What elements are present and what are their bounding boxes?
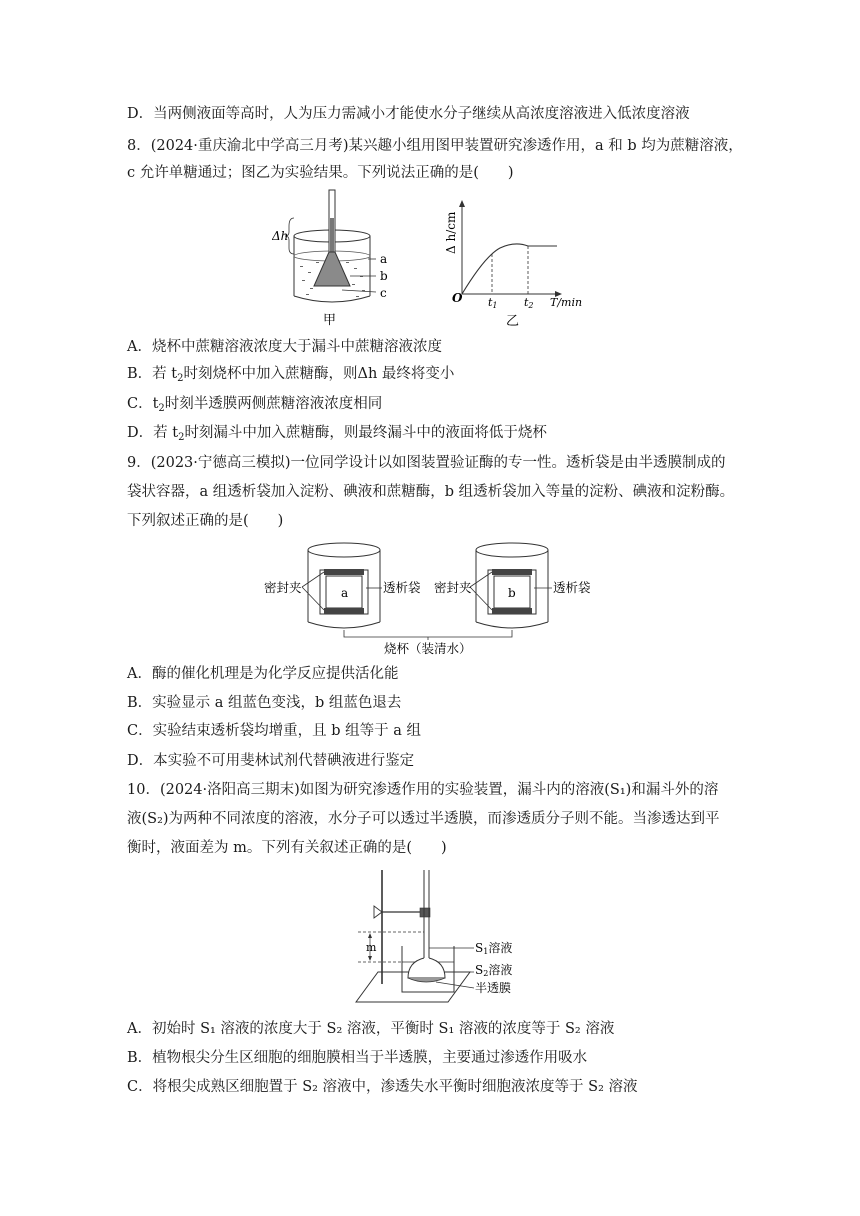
t1-label: t1 — [488, 296, 498, 310]
label-clamp-b: 密封夹 — [434, 580, 472, 595]
semipermeable-membrane — [408, 978, 445, 982]
q10-stem-line-3: 衡时，液面差为 m。下列有关叙述正确的是( ) — [127, 840, 447, 856]
q8-stem-line-1: 8．(2024·重庆渝北中学高三月考)某兴趣小组用图甲装置研究渗透作用，a 和 b 均为蔗糖溶液， — [127, 138, 743, 154]
q10-option-c: C．将根尖成熟区细胞置于 S₂ 溶液中，渗透失水平衡时细胞液浓度等于 S₂ 溶液 — [127, 1079, 638, 1095]
funnel-bulb — [408, 958, 445, 978]
label-b: b — [508, 586, 516, 600]
q9-option-b: B．实验显示 a 组蓝色变浅，b 组蓝色退去 — [127, 695, 402, 711]
q10-stem-line-2: 液(S₂)为两种不同浓度的溶液，水分子可以透过半透膜，而渗透质分子则不能。当渗透达到平 — [127, 811, 720, 827]
q8-option-a: A．烧杯中蔗糖溶液浓度大于漏斗中蔗糖溶液浓度 — [127, 339, 442, 355]
label-m: m — [366, 941, 377, 954]
label-bag-b: 透析袋 — [553, 580, 591, 595]
y-axis-label: Δ h/cm — [444, 211, 458, 254]
clamp-screw — [374, 906, 382, 918]
label-a: a — [341, 586, 349, 600]
q10-option-b: B．植物根尖分生区细胞的细胞膜相当于半透膜，主要通过渗透作用吸水 — [127, 1050, 588, 1066]
q8-option-c: C．$t_2$时刻半透膜两侧蔗糖溶液浓度相同 — [127, 396, 383, 414]
t2-label: t2 — [524, 296, 534, 310]
label-b: b — [380, 269, 388, 283]
caption-yi: 乙 — [506, 314, 520, 329]
q8-figure-yi — [440, 196, 600, 332]
x-axis-label: T/min — [550, 296, 583, 309]
beaker-a — [264, 543, 421, 628]
q10-option-a: A．初始时 S₁ 溶液的浓度大于 S₂ 溶液，平衡时 S₁ 溶液的浓度等于 S₂ 溶液 — [127, 1021, 615, 1037]
q9-option-d: D．本实验不可用斐林试剂代替碘液进行鉴定 — [127, 753, 415, 769]
q9-stem-line-2: 袋状容器，a 组透析袋加入淀粉、碘液和蔗糖酶，b 组透析袋加入等量的淀粉、碘液和淀粉酶。 — [127, 484, 735, 500]
funnel-cone — [314, 252, 350, 286]
label-bag-a: 透析袋 — [383, 580, 421, 595]
q10-figure — [350, 866, 520, 1008]
label-a: a — [380, 252, 388, 266]
label-membrane: 半透膜 — [475, 981, 512, 995]
origin-label: O — [452, 291, 463, 305]
q9-option-c: C．实验结束透析袋均增重，且 b 组等于 a 组 — [127, 723, 421, 739]
label-delta-h: Δh — [272, 229, 289, 243]
label-beaker: 烧杯（装清水） — [384, 641, 472, 656]
q9-stem-line-3: 下列叙述正确的是( ) — [127, 513, 284, 529]
q9-figure — [262, 540, 602, 658]
q7-option-d: D．当两侧液面等高时，人为压力需减小才能使水分子继续从高浓度溶液进入低浓度溶液 — [127, 106, 690, 122]
q8-figure-jia — [272, 188, 402, 330]
label-c: c — [380, 286, 387, 300]
label-s1-solution: S1溶液 — [475, 941, 513, 956]
label-clamp-a: 密封夹 — [264, 580, 302, 595]
caption-jia: 甲 — [323, 313, 337, 328]
q9-option-a: A．酶的催化机理是为化学反应提供活化能 — [127, 666, 399, 682]
q9-stem-line-1: 9．(2023·宁德高三模拟)一位同学设计以如图装置验证酶的专一性。透析袋是由半透膜制成的 — [127, 455, 726, 471]
delta-h-curve — [462, 244, 557, 294]
q10-stem-line-1: 10．(2024·洛阳高三期末)如图为研究渗透作用的实验装置，漏斗内的溶液(S₁)和漏斗外的溶 — [127, 782, 719, 798]
q8-option-b: B．若 $t_2$时刻烧杯中加入蔗糖酶，则Δh 最终将变小 — [127, 366, 455, 384]
q8-stem-line-2: c 允许单糖通过；图乙为实验结果。下列说法正确的是( ) — [127, 165, 514, 181]
q8-option-d: D．若 $t_2$时刻漏斗中加入蔗糖酶，则最终漏斗中的液面将低于烧杯 — [127, 425, 547, 443]
label-s2-solution: S2溶液 — [475, 963, 513, 978]
beaker-b — [434, 543, 591, 628]
